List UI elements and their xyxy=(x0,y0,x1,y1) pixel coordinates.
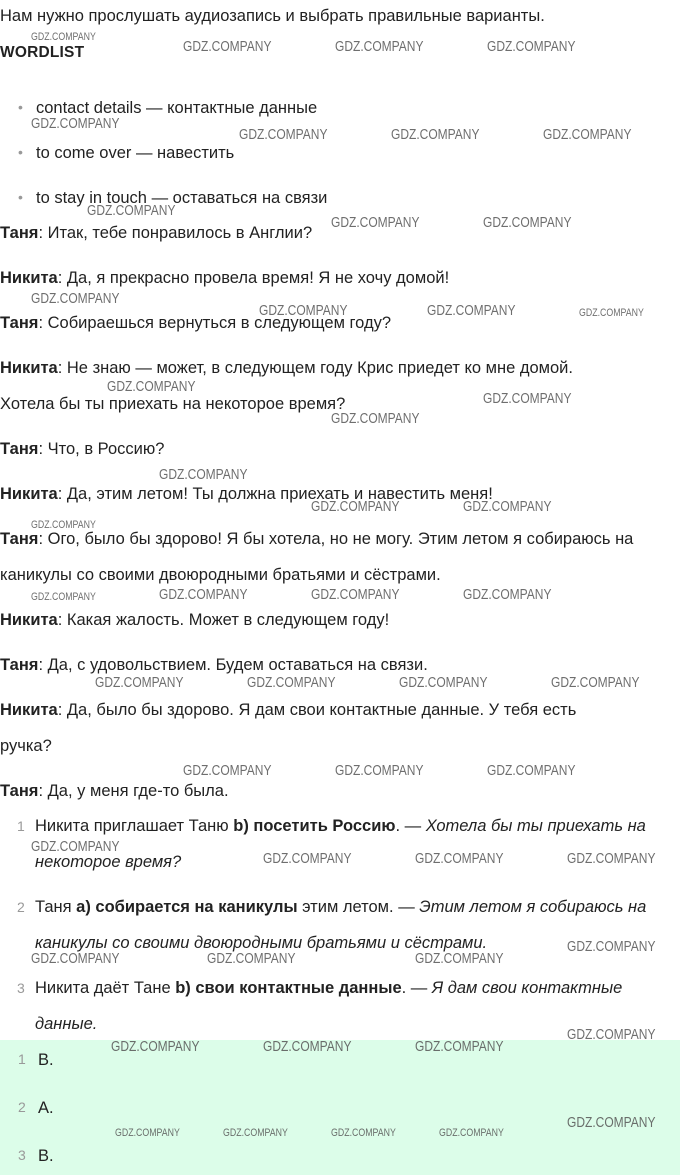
answer-text: Никита даёт Тане xyxy=(35,979,176,997)
watermark: GDZ.COMPANY xyxy=(183,38,272,55)
answer-quote: Хотела бы ты приехать на некоторое время? xyxy=(35,817,646,871)
watermark: GDZ.COMPANY xyxy=(31,115,120,132)
watermark: GDZ.COMPANY xyxy=(159,586,248,603)
watermark: GDZ.COMPANY xyxy=(263,850,352,867)
answer-choice: a) собирается на каникулы xyxy=(76,898,298,916)
watermark: GDZ.COMPANY xyxy=(483,390,572,407)
watermark: GDZ.COMPANY xyxy=(439,1127,504,1139)
dialogue-line xyxy=(0,701,576,720)
dialogue-line xyxy=(0,395,345,414)
watermark: GDZ.COMPANY xyxy=(567,1114,656,1131)
watermark: GDZ.COMPANY xyxy=(331,1127,396,1139)
answer-key-item xyxy=(18,1099,54,1118)
watermark: GDZ.COMPANY xyxy=(483,214,572,231)
answer-key-number: 2 xyxy=(18,1099,26,1115)
dialogue-line xyxy=(0,224,312,243)
watermark: GDZ.COMPANY xyxy=(115,1127,180,1139)
intro-text: Нам нужно прослушать аудиозапись и выбрать правильные варианты. xyxy=(0,7,545,25)
watermark: GDZ.COMPANY xyxy=(107,378,196,395)
speaker-name: Никита xyxy=(0,359,58,377)
dialogue-text: : Да, с удовольствием. Будем оставаться на связи. xyxy=(38,656,428,674)
watermark: GDZ.COMPANY xyxy=(391,126,480,143)
dialogue-text: : Итак, тебе понравилось в Англии? xyxy=(38,224,313,242)
watermark: GDZ.COMPANY xyxy=(31,838,120,855)
watermark: GDZ.COMPANY xyxy=(487,762,576,779)
watermark: GDZ.COMPANY xyxy=(335,38,424,55)
watermark: GDZ.COMPANY xyxy=(415,950,504,967)
dialogue-line xyxy=(0,485,493,504)
dialogue-text: : Да, было бы здорово. Я дам свои контактные данные. У тебя есть xyxy=(57,701,577,719)
watermark: GDZ.COMPANY xyxy=(567,1026,656,1043)
watermark: GDZ.COMPANY xyxy=(31,519,96,531)
answer-text: Никита приглашает Таню xyxy=(35,817,234,835)
wordlist-item: • to come over — навестить xyxy=(36,144,234,163)
watermark: GDZ.COMPANY xyxy=(239,126,328,143)
answer-number: 2 xyxy=(17,899,25,915)
dialogue-line xyxy=(0,656,428,675)
speaker-name: Никита xyxy=(0,269,58,287)
watermark: GDZ.COMPANY xyxy=(567,938,656,955)
answer-text: . — xyxy=(401,979,432,997)
watermark: GDZ.COMPANY xyxy=(399,674,488,691)
answer-text: этим летом. — xyxy=(297,898,420,916)
dialogue-text: каникулы со своими двоюродными братьями и сёстрами. xyxy=(0,566,441,584)
watermark: GDZ.COMPANY xyxy=(579,307,644,319)
watermark: GDZ.COMPANY xyxy=(487,38,576,55)
dialogue-text: : Не знаю — может, в следующем году Крис приедет ко мне домой. xyxy=(57,359,573,377)
speaker-name: Таня xyxy=(0,440,39,458)
answer-item xyxy=(17,808,675,880)
dialogue-text: : Да, этим летом! Ты должна приехать и навестить меня! xyxy=(57,485,493,503)
answer-choice: b) свои контактные данные xyxy=(175,979,402,997)
watermark: GDZ.COMPANY xyxy=(31,290,120,307)
wordlist-heading: WORDLIST xyxy=(0,44,85,61)
watermark: GDZ.COMPANY xyxy=(311,586,400,603)
dialogue-text: Хотела бы ты приехать на некоторое время? xyxy=(0,395,346,413)
watermark: GDZ.COMPANY xyxy=(567,850,656,867)
answer-number: 1 xyxy=(17,818,25,834)
dialogue-line xyxy=(0,269,449,288)
watermark: GDZ.COMPANY xyxy=(159,466,248,483)
watermark: GDZ.COMPANY xyxy=(87,202,176,219)
dialogue-line xyxy=(0,737,52,756)
speaker-name: Таня xyxy=(0,782,39,800)
speaker-name: Таня xyxy=(0,530,39,548)
watermark: GDZ.COMPANY xyxy=(207,950,296,967)
watermark: GDZ.COMPANY xyxy=(31,950,120,967)
answer-text: . — xyxy=(395,817,426,835)
wordlist-item: • contact details — контактные данные xyxy=(36,99,317,118)
watermark: GDZ.COMPANY xyxy=(183,762,272,779)
dialogue-text: : Да, у меня где-то была. xyxy=(38,782,229,800)
dialogue-text: : Собираешься вернуться в следующем году? xyxy=(38,314,392,332)
answer-key-item xyxy=(18,1147,54,1166)
dialogue-line xyxy=(0,530,633,549)
watermark: GDZ.COMPANY xyxy=(247,674,336,691)
answer-choice: b) посетить Россию xyxy=(233,817,396,835)
watermark: GDZ.COMPANY xyxy=(335,762,424,779)
dialogue-line xyxy=(0,440,164,459)
dialogue-line xyxy=(0,782,229,801)
wordlist-item: • to stay in touch — оставаться на связи xyxy=(36,189,327,208)
watermark: GDZ.COMPANY xyxy=(311,498,400,515)
dialogue-line xyxy=(0,359,573,378)
watermark: GDZ.COMPANY xyxy=(31,591,96,603)
answer-key-box xyxy=(0,1040,680,1175)
watermark: GDZ.COMPANY xyxy=(31,31,96,43)
speaker-name: Таня xyxy=(0,656,39,674)
speaker-name: Никита xyxy=(0,485,58,503)
speaker-name: Никита xyxy=(0,611,58,629)
answer-quote: Этим летом я собираюсь на каникулы со своими двоюродными братьями и сёстрами. xyxy=(35,898,647,952)
dialogue-text: : Да, я прекрасно провела время! Я не хочу домой! xyxy=(57,269,450,287)
dialogue-line xyxy=(0,566,441,585)
watermark: GDZ.COMPANY xyxy=(463,498,552,515)
answer-key-value: A. xyxy=(38,1099,54,1117)
watermark: GDZ.COMPANY xyxy=(331,214,420,231)
watermark: GDZ.COMPANY xyxy=(259,302,348,319)
speaker-name: Никита xyxy=(0,701,58,719)
dialogue-text: : Какая жалость. Может в следующем году! xyxy=(57,611,390,629)
dialogue-text: : Ого, было бы здорово! Я бы хотела, но не могу. Этим летом я собираюсь на xyxy=(38,530,634,548)
dialogue-text: ручка? xyxy=(0,737,52,755)
watermark: GDZ.COMPANY xyxy=(551,674,640,691)
speaker-name: Таня xyxy=(0,314,39,332)
speaker-name: Таня xyxy=(0,224,39,242)
answer-key-item xyxy=(18,1051,54,1070)
watermark: GDZ.COMPANY xyxy=(223,1127,288,1139)
watermark: GDZ.COMPANY xyxy=(111,1038,200,1055)
answer-key-value: B. xyxy=(38,1147,54,1165)
watermark: GDZ.COMPANY xyxy=(415,850,504,867)
watermark: GDZ.COMPANY xyxy=(427,302,516,319)
answer-number: 3 xyxy=(17,980,25,996)
answer-quote: Я дам свои контактные данные. xyxy=(35,979,623,1033)
watermark: GDZ.COMPANY xyxy=(415,1038,504,1055)
answer-key-number: 1 xyxy=(18,1051,26,1067)
answer-text: Таня xyxy=(35,898,77,916)
dialogue-text: : Что, в Россию? xyxy=(38,440,165,458)
dialogue-line xyxy=(0,611,389,630)
watermark: GDZ.COMPANY xyxy=(95,674,184,691)
answer-key-value: B. xyxy=(38,1051,54,1069)
watermark: GDZ.COMPANY xyxy=(463,586,552,603)
answer-key-number: 3 xyxy=(18,1147,26,1163)
watermark: GDZ.COMPANY xyxy=(331,410,420,427)
watermark: GDZ.COMPANY xyxy=(263,1038,352,1055)
watermark: GDZ.COMPANY xyxy=(543,126,632,143)
